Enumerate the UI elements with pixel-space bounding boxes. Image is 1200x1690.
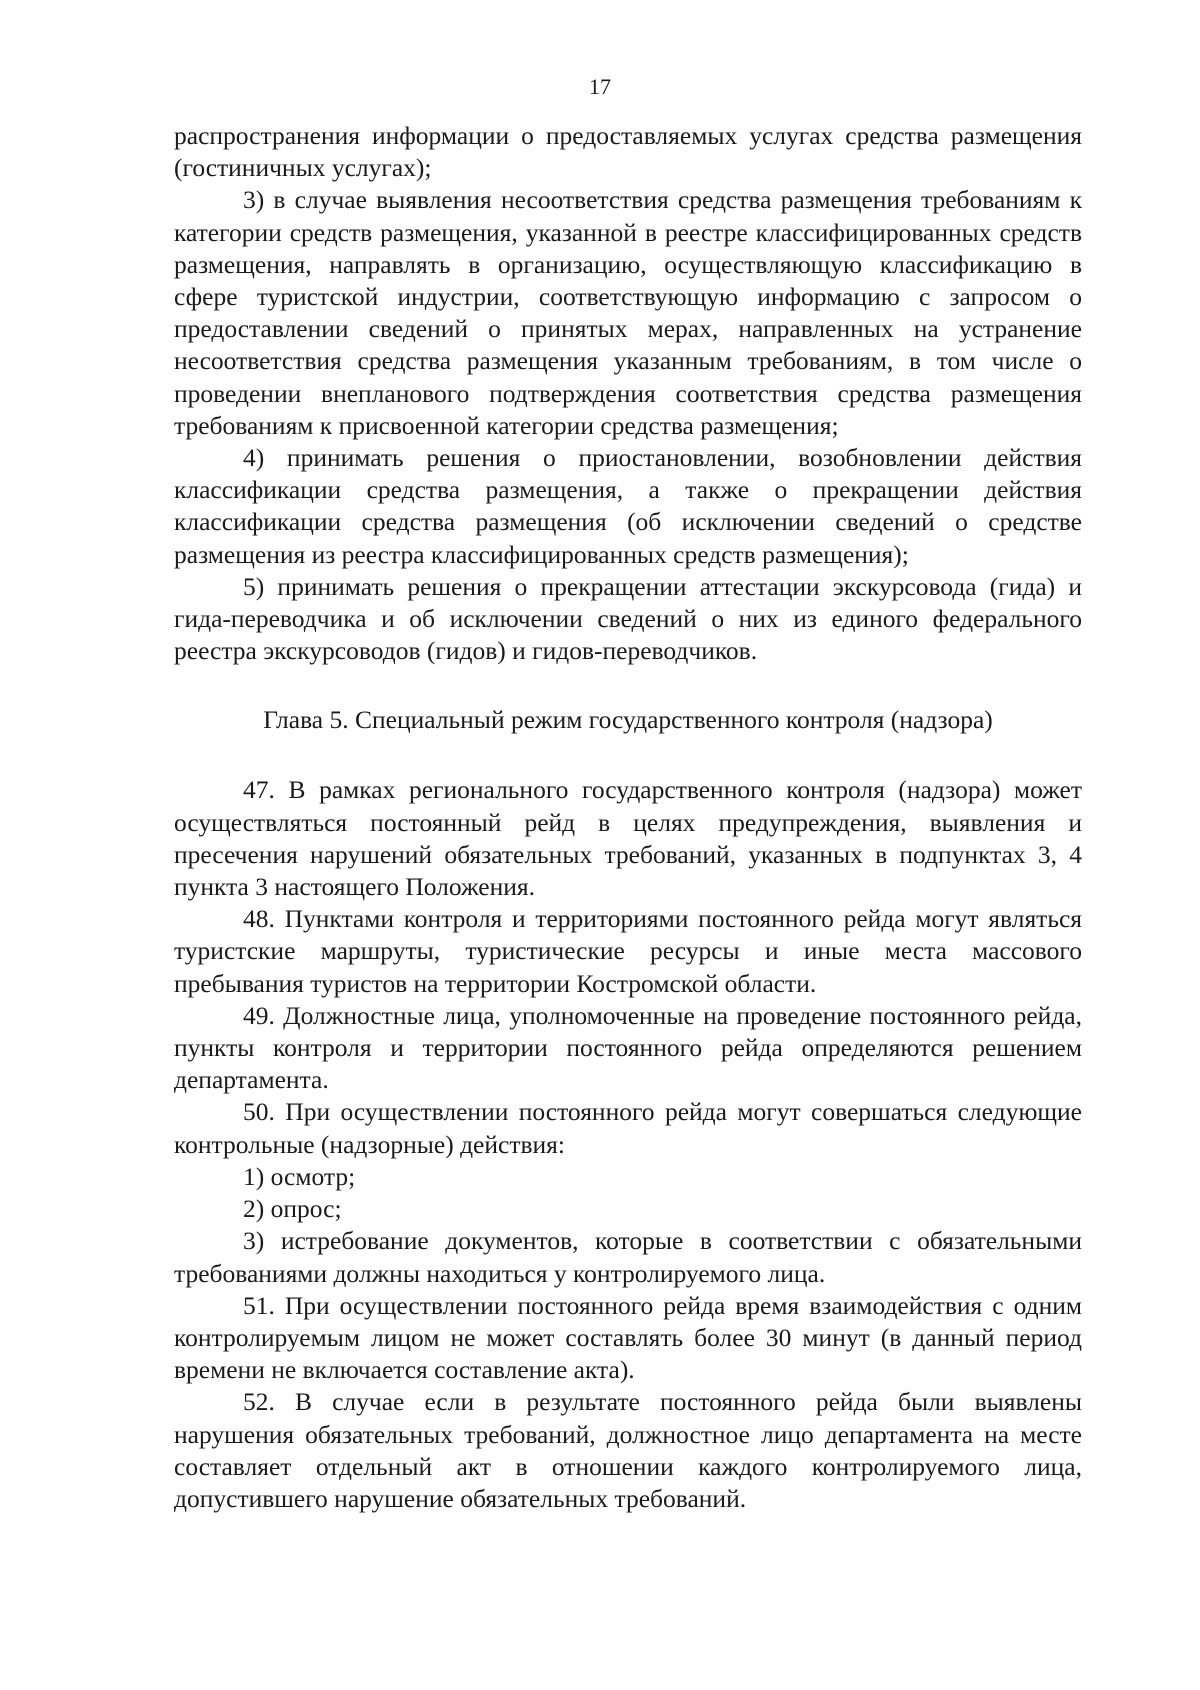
paragraph: 3) истребование документов, которые в соответствии с обязательными требованиями должны находиться у контролируемого лица.: [174, 1226, 1082, 1288]
page-number: 17: [589, 74, 611, 99]
section-bottom-paragraphs: [174, 774, 1082, 1515]
paragraph: 4) принимать решения о приостановлении, возобновлении действия классификации средства размещения, а также о прекращении действия классификации средства размещения (об исключении сведений о средстве размещения из реестра классифицированных средств размещения);: [174, 443, 1082, 569]
document-body: [174, 120, 1082, 1515]
paragraph: 47. В рамках регионального государственного контроля (надзора) может осуществляться постоянный рейд в целях предупреждения, выявления и пресечения нарушений обязательных требований, указанных в подпунктах 3, 4 пункта 3 настоящего Положения.: [174, 775, 1082, 902]
chapter-heading: Глава 5. Специальный режим государственного контроля (надзора): [263, 705, 993, 735]
paragraph: 3) в случае выявления несоответствия средства размещения требованиям к категории средств размещения, указанной в реестре классифицированных средств размещения, направлять в организацию, осуществляющую классификацию в сфере туристской индустрии, соответствующую информацию с запросом о предоставлении сведений о принятых мерах, направленных на устранение несоответствия средства размещения указанным требованиям, в том числе о проведении внепланового подтверждения соответствия средства размещения требованиям к присвоенной категории средства размещения;: [174, 185, 1082, 440]
paragraph: распространения информации о предоставляемых услугах средства размещения (гостиничных услугах);: [174, 121, 1082, 183]
section-top-paragraphs: [174, 120, 1082, 667]
paragraph: 49. Должностные лица, уполномоченные на проведение постоянного рейда, пункты контроля и территории постоянного рейда определяются решением департамента.: [174, 1000, 1082, 1095]
paragraph: 52. В случае если в результате постоянного рейда были выявлены нарушения обязательных требований, должностное лицо департамента на месте составляет отдельный акт в отношении каждого контролируемого лица, допустившего нарушение обязательных требований.: [174, 1387, 1082, 1513]
paragraph: 2) опрос;: [243, 1194, 342, 1224]
paragraph: 51. При осуществлении постоянного рейда время взаимодействия с одним контролируемым лицом не может составлять более 30 минут (в данный период времени не включается составление акта).: [174, 1290, 1082, 1385]
paragraph: 1) осмотр;: [243, 1161, 356, 1191]
paragraph: 5) принимать решения о прекращении аттестации экскурсовода (гида) и гида-переводчика и об исключении сведений о них из единого федерального реестра экскурсоводов (гидов) и гидов-переводчиков.: [174, 571, 1082, 666]
paragraph: 48. Пунктами контроля и территориями постоянного рейда могут являться туристские маршруты, туристические ресурсы и иные места массового пребывания туристов на территории Костромской области.: [174, 904, 1082, 998]
paragraph: 50. При осуществлении постоянного рейда могут совершаться следующие контрольные (надзорные) действия:: [174, 1097, 1082, 1159]
